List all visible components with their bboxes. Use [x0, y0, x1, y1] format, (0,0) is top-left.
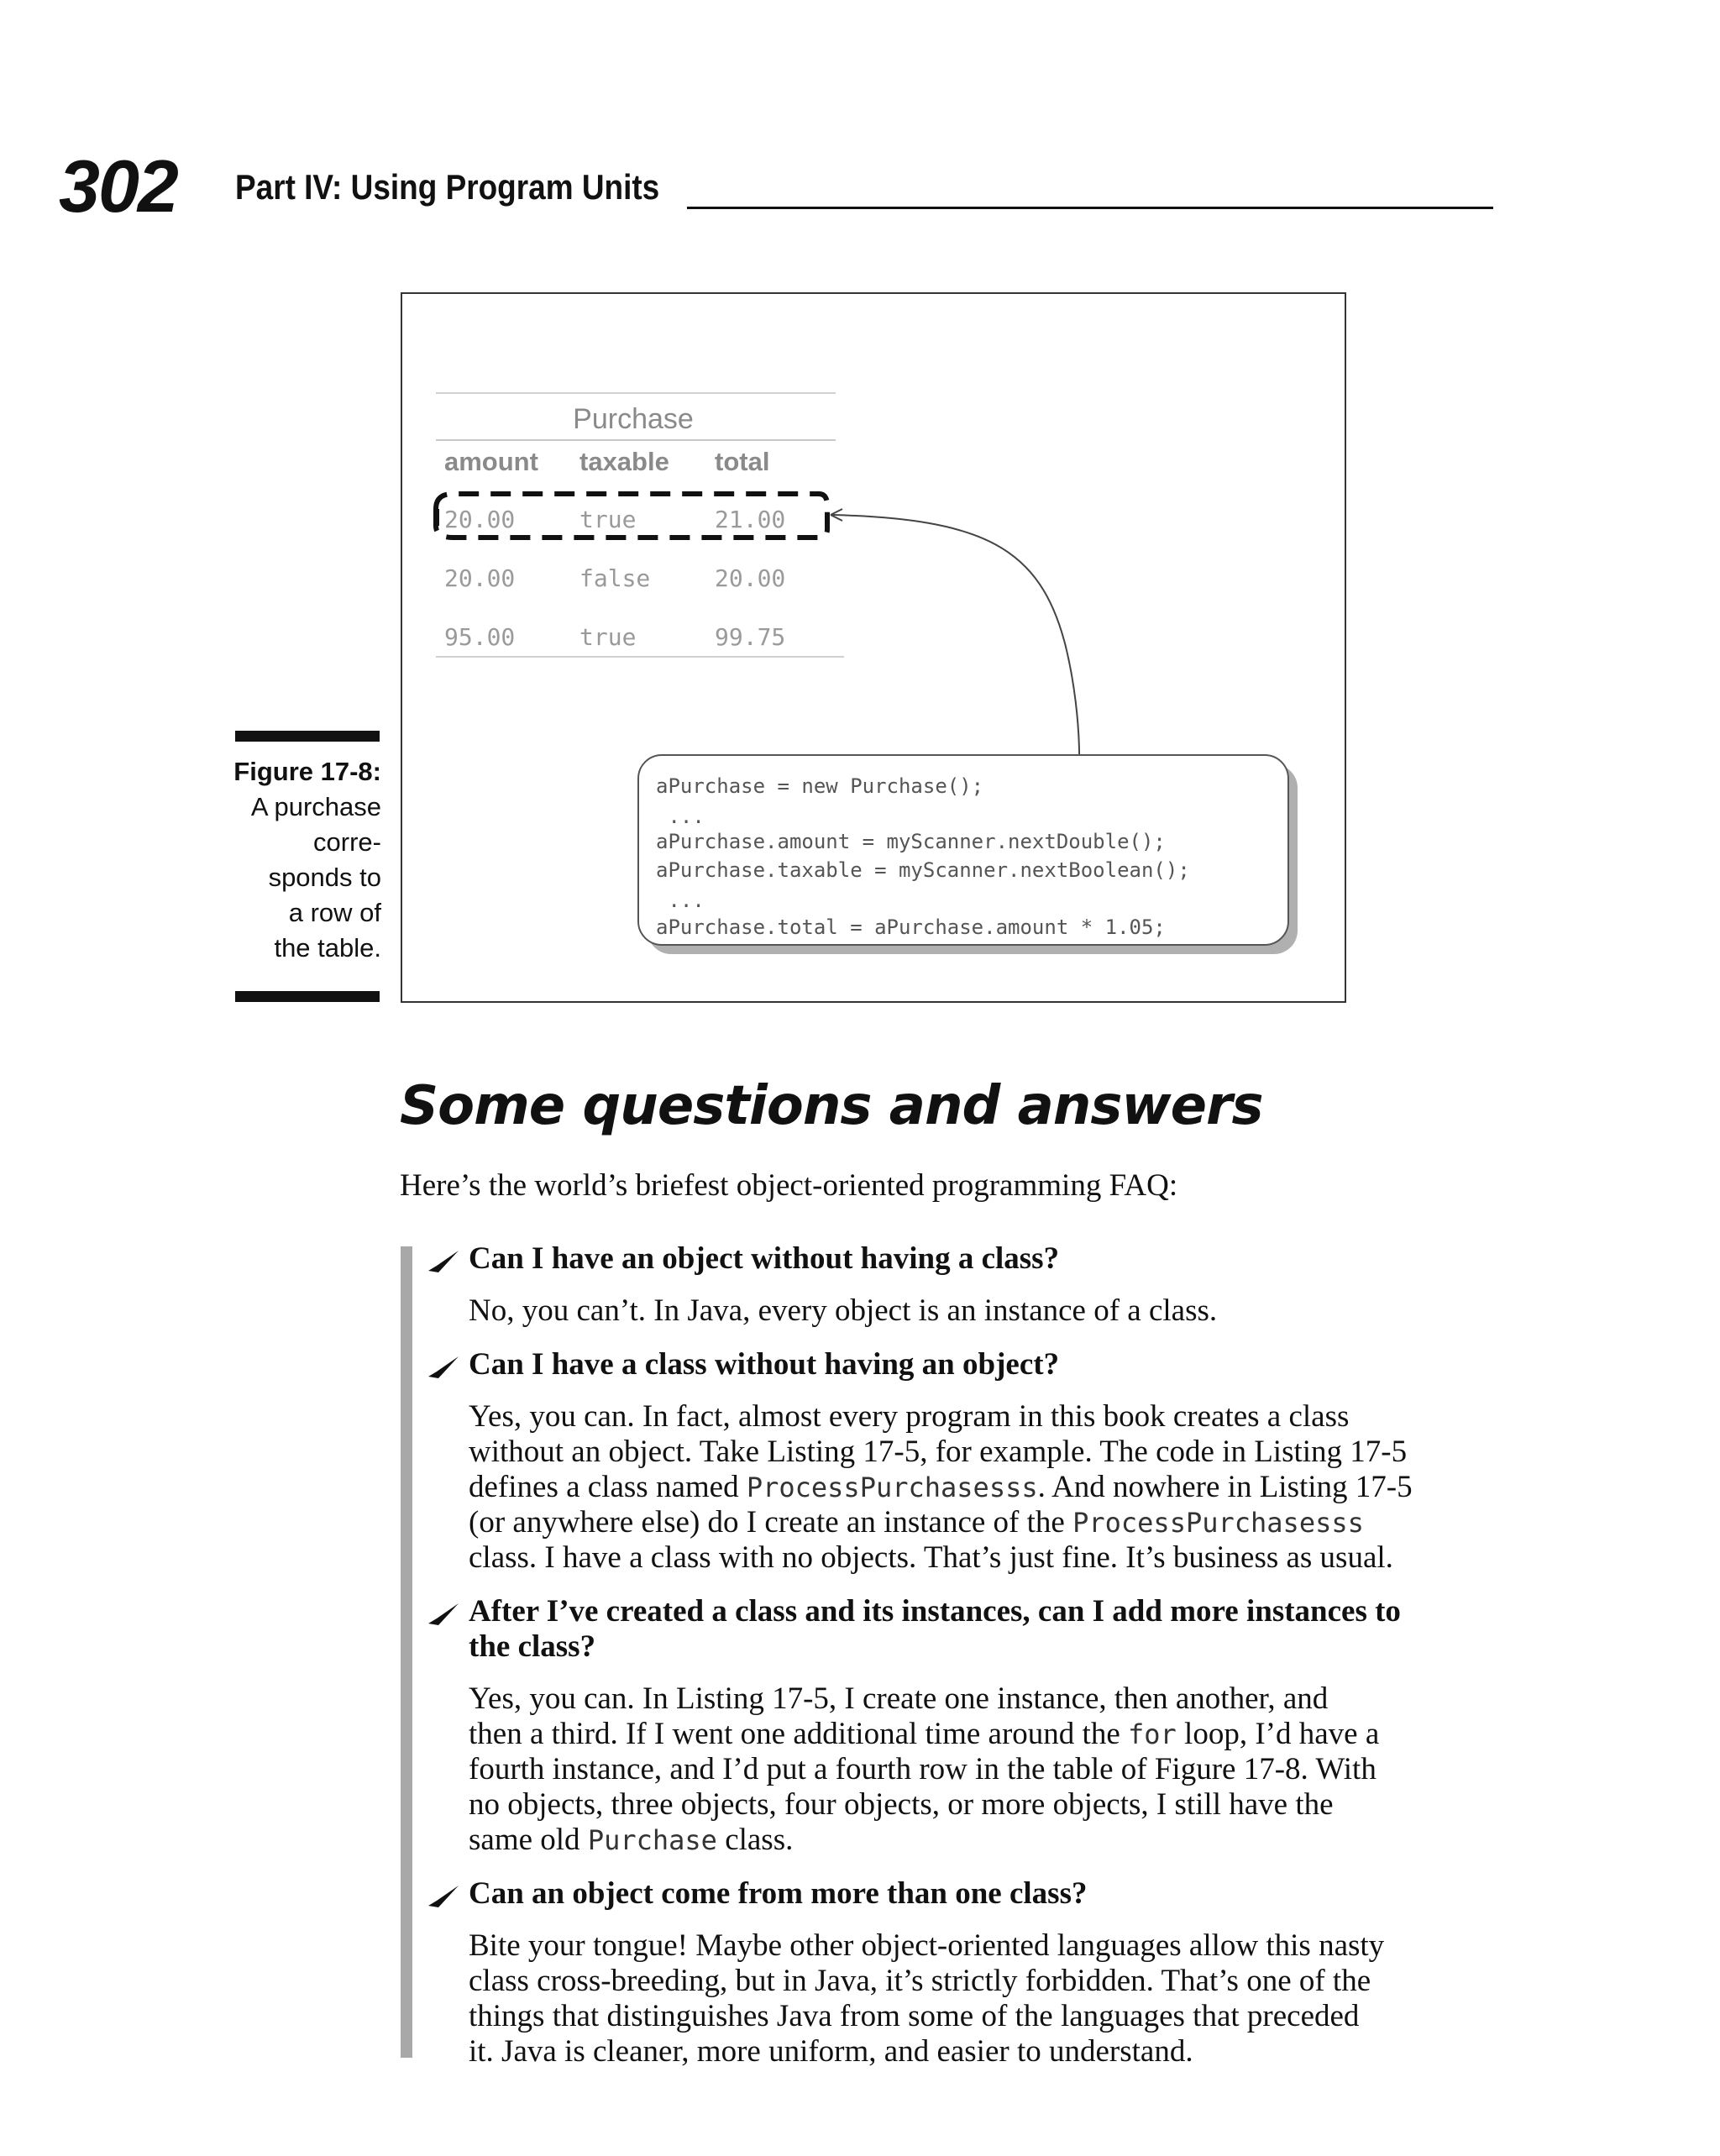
question-line: the class? — [469, 1629, 596, 1664]
inline-code: ProcessPurchasesss — [746, 1471, 1038, 1503]
answer-line: Yes, you can. In fact, almost every program in this book creates a class — [469, 1399, 1350, 1434]
caption-bar-top — [235, 731, 380, 742]
inline-code: ProcessPurchasesss — [1072, 1507, 1364, 1539]
faq-question — [469, 1594, 1502, 1665]
checkmark-icon — [427, 1602, 460, 1627]
table-cell: 99.75 — [715, 623, 786, 651]
code-line: aPurchase = new Purchase(); — [656, 774, 984, 798]
figure-illustration — [402, 294, 1345, 1001]
answer-line: no objects, three objects, four objects, or more objects, I still have the — [469, 1787, 1334, 1822]
answer-line: without an object. Take Listing 17-5, for example. The code in Listing 17-5 — [469, 1435, 1408, 1469]
caption-line: corre- — [313, 827, 381, 857]
answer-line: defines a class named ProcessPurchasesss. And nowhere in Listing 17-5 — [469, 1470, 1413, 1504]
code-line: aPurchase.total = aPurchase.amount * 1.05; — [656, 915, 1166, 939]
column-header-taxable: taxable — [579, 447, 669, 476]
answer-line: Yes, you can. In Listing 17-5, I create one instance, then another, and — [469, 1681, 1329, 1716]
faq-question — [469, 1241, 1502, 1277]
checkmark-icon — [427, 1355, 460, 1380]
inline-code: Purchase — [587, 1824, 717, 1856]
table-cell: 20.00 — [444, 564, 516, 592]
table-title: Purchase — [573, 403, 694, 435]
part-title: Part IV: Using Program Units — [235, 167, 660, 207]
table-cell: true — [579, 506, 637, 533]
header-rule — [687, 207, 1493, 209]
faq-question — [469, 1347, 1502, 1382]
answer-line: No, you can’t. In Java, every object is an instance of a class. — [469, 1293, 1218, 1328]
table-cell: false — [579, 564, 651, 592]
caption-line: a row of — [288, 898, 381, 927]
column-header-total: total — [715, 447, 770, 476]
question-line: Can I have an object without having a class? — [469, 1241, 1060, 1276]
question-line: Can I have a class without having an object? — [469, 1347, 1060, 1382]
caption-label: Figure 17-8: — [233, 757, 381, 786]
code-line: aPurchase.amount = myScanner.nextDouble(); — [656, 830, 1166, 853]
question-line: After I’ve created a class and its instances, can I add more instances to — [469, 1594, 1401, 1629]
table-cell: 20.00 — [715, 564, 786, 592]
caption-line: sponds to — [268, 863, 381, 892]
list-sidebar-bar — [401, 1246, 412, 2058]
row-highlight-marker — [433, 509, 439, 526]
faq-answer — [469, 1293, 1506, 1329]
page-number: 302 — [59, 144, 177, 228]
faq-answer — [469, 1399, 1506, 1576]
answer-line: (or anywhere else) do I create an instance of the ProcessPurchasesss — [469, 1505, 1364, 1540]
table-cell: 95.00 — [444, 623, 516, 651]
figure-caption — [210, 754, 381, 966]
checkmark-icon — [427, 1249, 460, 1274]
faq-answer — [469, 1928, 1506, 2069]
inline-code: for — [1128, 1718, 1177, 1750]
answer-line: then a third. If I went one additional time around the for loop, I’d have a — [469, 1717, 1380, 1751]
caption-line: A purchase — [250, 792, 381, 821]
table-cell: true — [579, 623, 637, 651]
table-cell: 21.00 — [715, 506, 786, 533]
connector-line — [832, 515, 1079, 771]
answer-line: same old Purchase class. — [469, 1823, 794, 1857]
answer-line: things that distinguishes Java from some of the languages that preceded — [469, 1999, 1360, 2033]
checkmark-icon — [427, 1884, 460, 1909]
faq-answer — [469, 1681, 1506, 1858]
faq-question — [469, 1876, 1502, 1912]
code-line: ... — [656, 889, 705, 912]
answer-line: it. Java is cleaner, more uniform, and easier to understand. — [469, 2034, 1193, 2069]
answer-line: fourth instance, and I’d put a fourth row in the table of Figure 17-8. With — [469, 1752, 1377, 1786]
intro-paragraph: Here’s the world’s briefest object-oriented programming FAQ: — [400, 1168, 1178, 1203]
code-line: aPurchase.taxable = myScanner.nextBoolean(); — [656, 858, 1190, 882]
figure-17-8 — [401, 292, 1346, 1003]
caption-line: the table. — [274, 933, 381, 963]
answer-line: Bite your tongue! Maybe other object-oriented languages allow this nasty — [469, 1928, 1385, 1963]
table-cell: 20.00 — [444, 506, 516, 533]
caption-bar-bottom — [235, 991, 380, 1002]
code-line: ... — [656, 805, 705, 828]
section-heading: Some questions and answers — [400, 1075, 1263, 1137]
answer-line: class. I have a class with no objects. That’s just fine. It’s business as usual. — [469, 1540, 1393, 1575]
column-header-amount: amount — [444, 447, 538, 476]
answer-line: class cross-breeding, but in Java, it’s strictly forbidden. That’s one of the — [469, 1964, 1371, 1998]
question-line: Can an object come from more than one class? — [469, 1876, 1088, 1911]
